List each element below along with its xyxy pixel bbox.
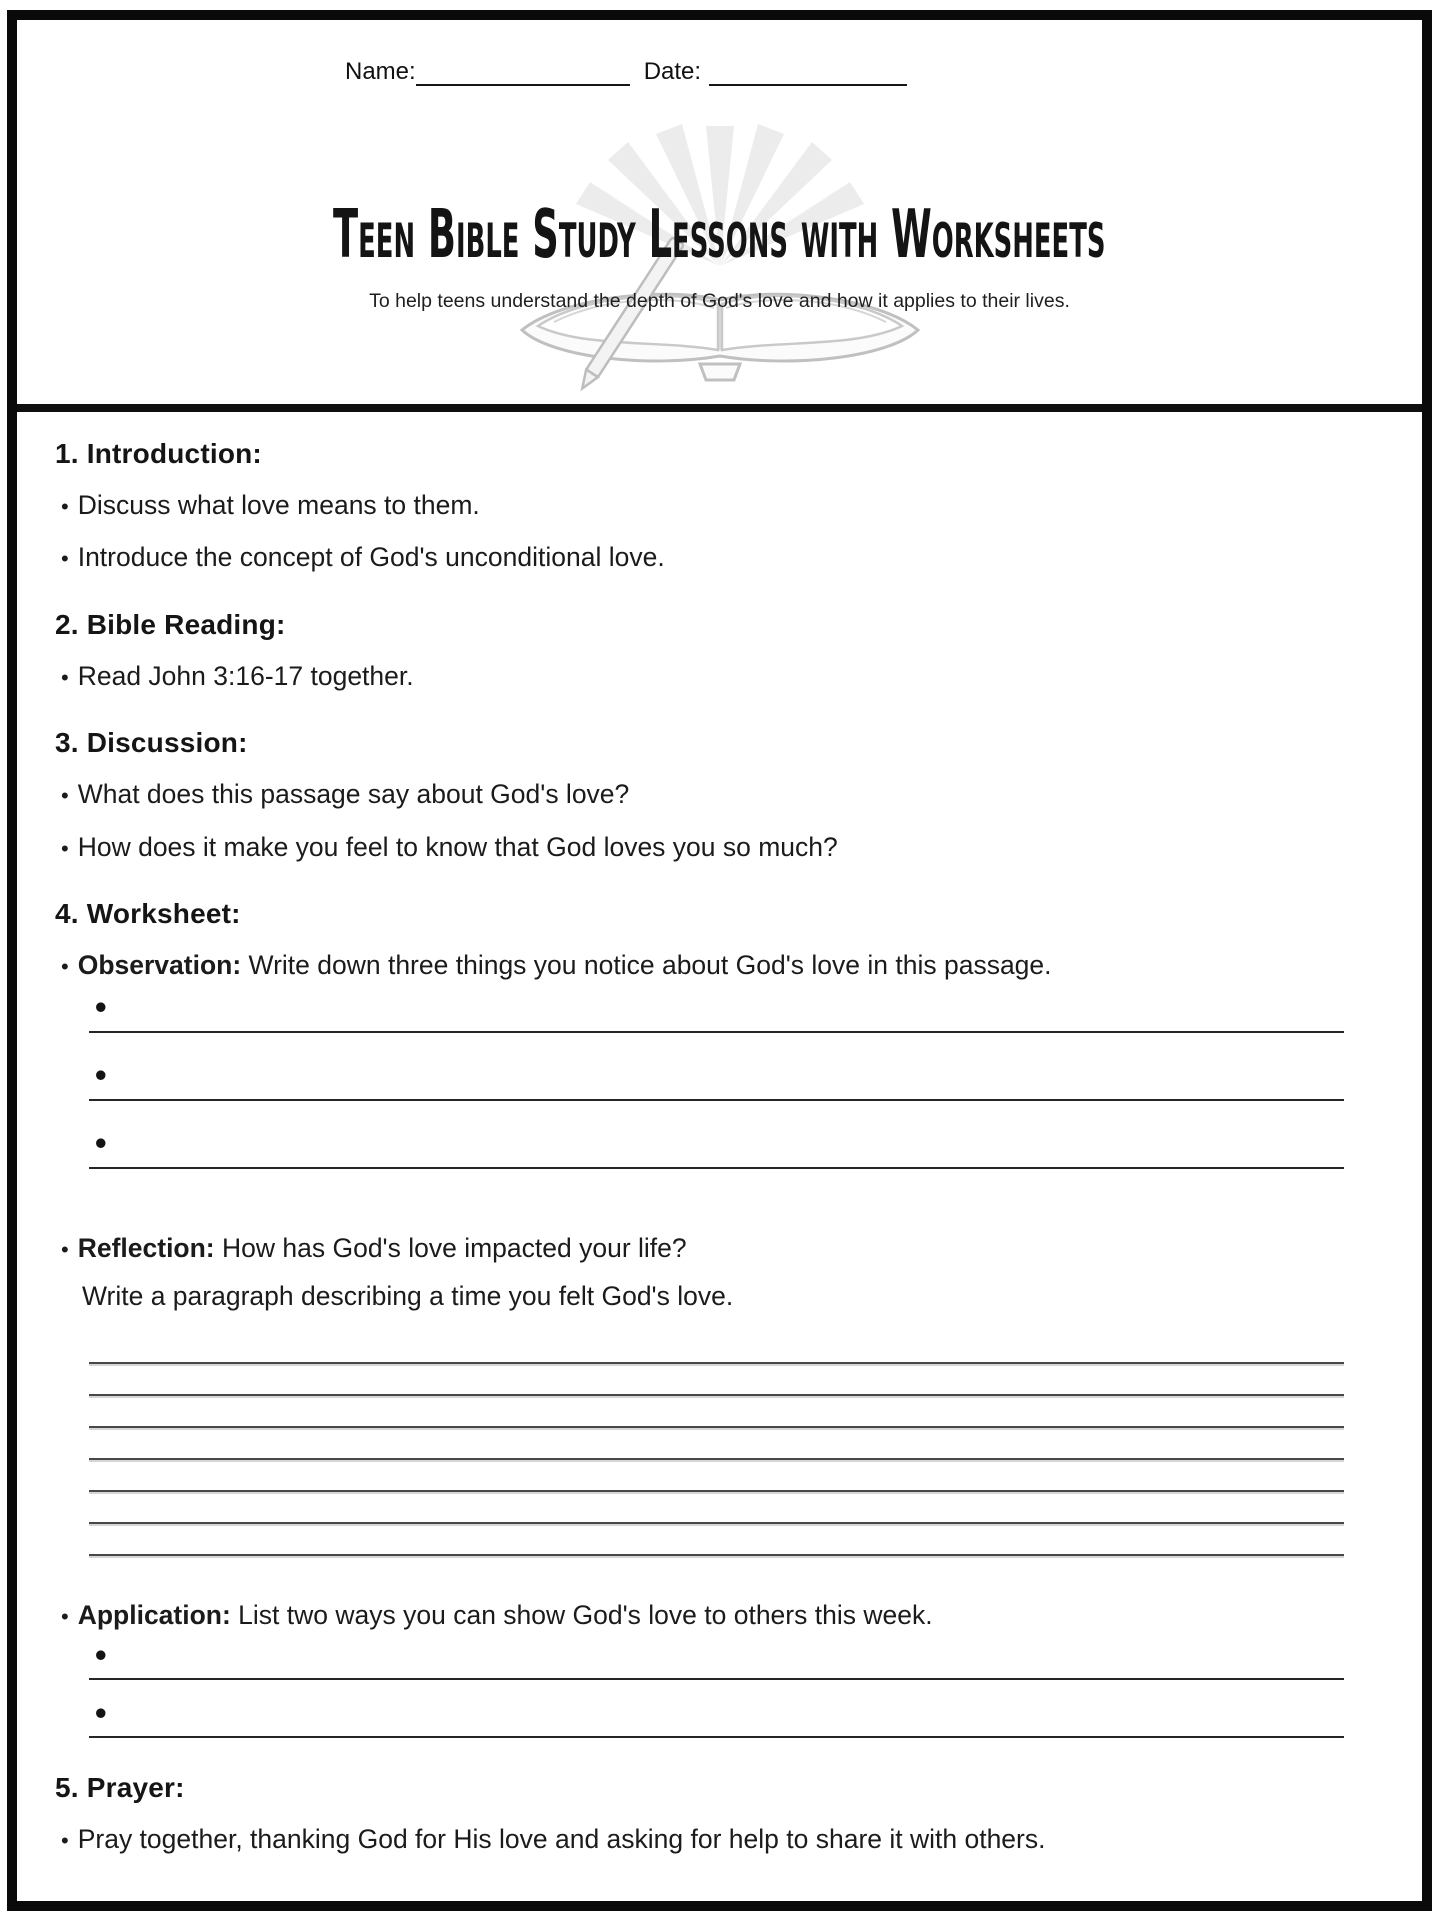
answer-line[interactable]: [89, 1031, 1344, 1033]
bullet-dot-icon: •: [95, 987, 107, 1025]
bullet-dot-icon: •: [61, 783, 69, 809]
bullet-dot-icon: •: [61, 664, 69, 690]
bullet-dot-icon: •: [61, 546, 69, 572]
paragraph-line[interactable]: [89, 1522, 1344, 1524]
bullet-text: Read John 3:16-17 together.: [77, 660, 414, 691]
bullet-dot-icon: •: [61, 835, 69, 861]
bullet-dot-icon: •: [61, 494, 69, 519]
paragraph-line[interactable]: [89, 1490, 1344, 1492]
bullet-text: Application: List two ways you can show God's love to others this week.: [77, 1599, 933, 1630]
paragraph-line[interactable]: [89, 1394, 1344, 1396]
name-date-row: [345, 58, 907, 86]
bullet-item: [61, 830, 1344, 864]
page-subtitle: To help teens understand the depth of God's love and how it applies to their lives.: [369, 290, 1070, 312]
bullet-text: How does it make you feel to know that God loves you so much?: [77, 831, 838, 862]
worksheet-label: Observation:: [77, 950, 249, 981]
bullet-dot-icon: •: [95, 1123, 107, 1161]
bullet-text: Discuss what love means to them.: [77, 490, 480, 520]
paragraph-line[interactable]: [89, 1426, 1344, 1428]
bullet-dot-icon: •: [95, 1693, 107, 1731]
section-heading: 1. Introduction:: [55, 438, 262, 469]
date-label: Date:: [643, 58, 702, 85]
worksheet-header: [17, 20, 1422, 404]
bullet-item: [61, 488, 1344, 522]
worksheet-page: [17, 20, 1422, 1901]
fill-bullet-item: [95, 1635, 1344, 1680]
paragraph-line[interactable]: [89, 1362, 1344, 1364]
bullet-item: [61, 1822, 1344, 1856]
bullet-item: [61, 540, 1344, 574]
bullet-dot-icon: •: [61, 1236, 69, 1262]
bullet-item: [61, 659, 1344, 693]
labeled-bullet-item: [61, 1231, 1344, 1265]
fill-bullet-item: [95, 987, 1344, 1033]
section-heading: 4. Worksheet:: [55, 898, 241, 930]
date-input-line[interactable]: [709, 59, 907, 86]
fill-bullet-item: [95, 1055, 1344, 1101]
answer-line[interactable]: [89, 1167, 1344, 1169]
answer-line[interactable]: [89, 1678, 1344, 1680]
paragraph-line[interactable]: [89, 1458, 1344, 1460]
answer-line[interactable]: [89, 1099, 1344, 1101]
header-divider: [17, 404, 1422, 412]
bullet-dot-icon: •: [61, 1603, 69, 1629]
fill-bullet-item: [95, 1693, 1344, 1738]
section-heading: 3. Discussion:: [55, 727, 248, 759]
prompt-text: Write a paragraph describing a time you felt God's love.: [82, 1281, 734, 1312]
bullet-dot-icon: •: [61, 1827, 69, 1853]
content: [17, 438, 1422, 1856]
name-label: Name:: [345, 58, 416, 85]
bullet-text: Reflection: How has God's love impacted your life?: [77, 1232, 687, 1263]
bullet-text: Introduce the concept of God's unconditional love.: [77, 542, 665, 573]
bullet-item: [61, 777, 1344, 811]
paragraph-lines: [95, 1362, 1344, 1556]
bullet-dot-icon: •: [95, 1055, 107, 1093]
bullet-text: What does this passage say about God's love?: [77, 779, 630, 810]
section-heading: 2. Bible Reading:: [55, 608, 286, 640]
labeled-bullet-item: [61, 1598, 1344, 1632]
page-title: Teen Bible Study Lessons with Worksheets: [333, 195, 1106, 273]
bullet-dot-icon: •: [61, 954, 69, 980]
bullet-dot-icon: •: [95, 1635, 107, 1673]
answer-line[interactable]: [89, 1736, 1344, 1738]
fill-bullet-item: [95, 1123, 1344, 1169]
section-heading: 5. Prayer:: [55, 1771, 185, 1803]
worksheet-label: Reflection:: [77, 1232, 222, 1263]
paragraph-line[interactable]: [89, 1554, 1344, 1556]
name-input-line[interactable]: [416, 59, 630, 86]
labeled-bullet-item: [61, 948, 1344, 982]
bullet-text: Observation: Write down three things you notice about God's love in this passage.: [77, 950, 1052, 981]
bullet-text: Pray together, thanking God for His love and asking for help to share it with others.: [77, 1823, 1046, 1854]
worksheet-label: Application:: [77, 1599, 239, 1630]
